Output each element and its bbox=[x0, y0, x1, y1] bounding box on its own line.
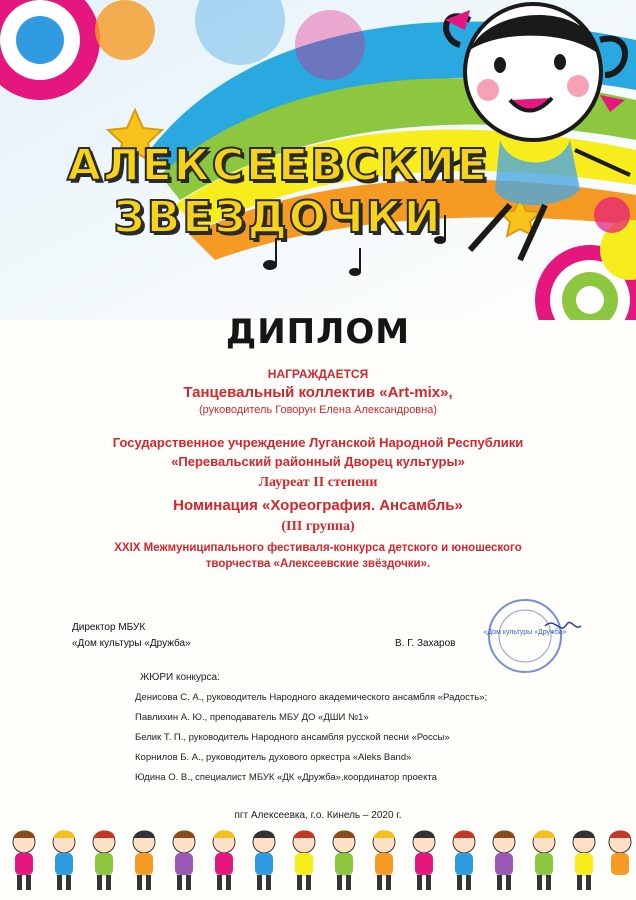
jury-member: Белик Т. П., руководитель Народного ансамбля русской песни «Россы» bbox=[135, 732, 450, 743]
jury-member: Корнилов Б. А., руководитель духового оркестра «Aleks Band» bbox=[135, 752, 412, 763]
jury-heading: ЖЮРИ конкурса: bbox=[140, 672, 220, 683]
recipient-name: Танцевальный коллектив «Art-mix», bbox=[183, 384, 453, 401]
signature bbox=[545, 622, 581, 628]
award-word: НАГРАЖДАЕТСЯ bbox=[267, 367, 369, 381]
festival-title-line1: АЛЕКСЕЕВСКИЕ bbox=[67, 140, 489, 191]
children-border-decoration bbox=[0, 828, 636, 900]
stamp-text: «Дом культуры «Дружба» bbox=[483, 629, 567, 636]
director-title-line2: «Дом культуры «Дружба» bbox=[72, 638, 191, 649]
director-title-line1: Директор МБУК bbox=[72, 622, 146, 633]
official-stamp bbox=[475, 596, 585, 676]
recipient-leader: (руководитель Говорун Елена Александровна) bbox=[198, 404, 438, 416]
institution-line1: Государственное учреждение Луганской Народной Республики bbox=[112, 435, 524, 450]
group-label: (III группа) bbox=[281, 519, 355, 534]
festival-description-line2: творчества «Алексеевские звёздочки». bbox=[205, 558, 431, 570]
footer-place-year: пгт Алексеевка, г.о. Кинель – 2020 г. bbox=[234, 810, 402, 821]
festival-title-line2: ЗВЕЗДОЧКИ bbox=[113, 192, 443, 243]
director-title bbox=[72, 620, 191, 652]
jury-member: Юдина О. В., специалист МБУК «ДК «Дружба»,координатор проекта bbox=[135, 772, 437, 783]
nomination: Номинация «Хореография. Ансамбль» bbox=[173, 497, 463, 514]
jury-member: Павлихин А. Ю., преподаватель МБУ ДО «ДШИ №1» bbox=[135, 712, 369, 723]
award-level: Лауреат II степени bbox=[258, 475, 378, 490]
institution-line2: «Перевальский районный Дворец культуры» bbox=[171, 454, 465, 469]
director-name: В. Г. Захаров bbox=[395, 638, 456, 649]
jury-member: Денисова С. А., руководитель Народного академического ансамбля «Радость»; bbox=[135, 692, 488, 703]
festival-description-line1: XXIX Межмуниципального фестиваля-конкурса детского и юношеского bbox=[114, 542, 522, 554]
document-type-heading: ДИПЛОМ bbox=[225, 312, 411, 352]
